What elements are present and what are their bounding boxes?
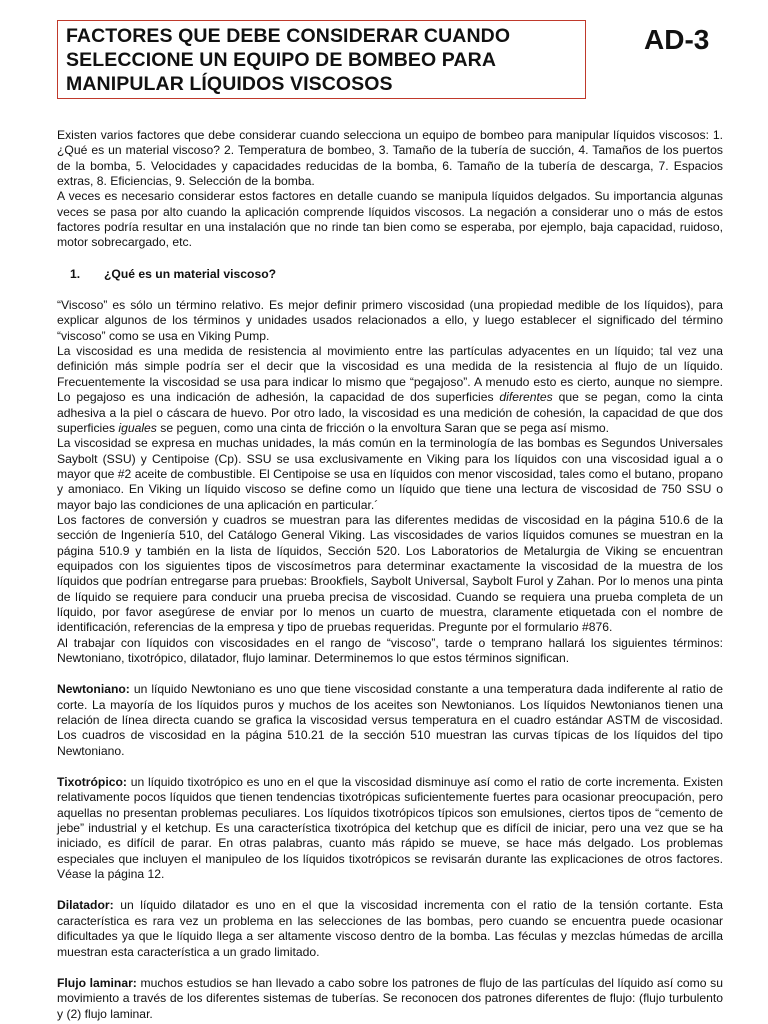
title-line-1: FACTORES QUE DEBE CONSIDERAR CUANDO: [66, 25, 511, 47]
term-newtoniano: [57, 682, 723, 759]
emphasis-iguales: iguales: [118, 420, 157, 435]
p2-part-c: se peguen, como una cinta de fricción o la envoltura Saran que se pega así mismo.: [160, 420, 610, 435]
section-1-paragraph-4: Los factores de conversión y cuadros se muestran para las diferentes medidas de viscosidad en la página 510.6 de la sección de Ingeniería 510, del Catálogo General Viking. Las viscosidades de varios líquidos comunes se muestran en la página 510.9 y también en la lista de líquidos, Sección 520. Los Laboratorios de Metalurgia de Viking se encuentran equipados con los siguientes tipos de viscosímetros para determinar exactamente la viscosidad de la muestra de los líquidos que podrían entregarse para pruebas: Brookfiels, Saybolt Universal, Saybolt Furol y Zahan. Por lo menos una pinta de líquido se requiere para conducir una prueba precisa de viscosidad. Cuando se requiera una prueba completa de un líquido, por favor asegúrese de enviar por lo menos un cuarto de muestra, claramente etiquetada con el nombre de identificación, referencias de la empresa y tipo de pruebas requeridas. Pregunte por el formulario #876.: [57, 512, 723, 635]
section-1-paragraph-5: Al trabajar con líquidos con viscosidades en el rango de “viscoso”, tarde o temprano hallará los siguientes términos: Newtoniano, tixotrópico, dilatador, flujo laminar. Determinemos lo que estos términos significan.: [57, 635, 723, 665]
emphasis-diferentes: diferentes: [499, 390, 553, 405]
term-definition: muchos estudios se han llevado a cabo sobre los patrones de flujo de las partículas del líquido así como su movimiento a través de los diferentes sistemas de tuberías. Se reconocen dos patrones diferentes de flujo: (flujo turbulento y (2) flujo laminar.: [57, 975, 723, 1021]
section-1-title: ¿Qué es un material viscoso?: [104, 266, 277, 281]
p2-part-b: que se pegan, como la cinta adhesiva a la piel o cáscara de huevo. Por otro lado, la viscosidad es una medición de cohesión, la capacidad de que dos superficies: [57, 390, 723, 435]
section-1-number: 1.: [70, 266, 81, 281]
term-label: Flujo laminar:: [57, 975, 137, 990]
p2-part-a: La viscosidad es una medida de resistencia al movimiento entre las partículas adyacentes en un líquido; tal vez una definición más simple podría ser el decir que la viscosidad es una medida de la resistencia al flujo de un líquido. Frecuentemente la viscosidad se usa para indicar lo mismo que “pegajoso”. A menudo esto es cierto, aunque no siempre. Lo pegajoso es una indicación de adhesión, la capacidad de dos superficies: [57, 344, 723, 405]
term-definition: un líquido tixotrópico es uno en el que la viscosidad disminuye así como el ratio de corte incrementa. Existen relativamente pocos líquidos que tienen tendencias tixotrópicas suficientemente fuertes para ocasionar preocupación, pero aquellas no presentan problemas peculiares. Los líquidos tixotrópicos típicos son emulsiones, ciertos tipos de “cemento de jebe” industrial y el ketchup. Es una característica tixotrópica del ketchup que es difícil de iniciar, pero una vez que se ha iniciado, es difícil de parar. En otras palabras, cuanto más rápido se mueve, se hace más delgado. Los problemas especiales que incluyen el manipuleo de los líquidos tixotrópicos se revisarán durante las explicaciones de otros factores. Véase la página 12.: [57, 775, 723, 882]
title-line-2: SELECCIONE UN EQUIPO DE BOMBEO PARA: [66, 49, 497, 71]
term-label: Dilatador:: [57, 898, 114, 913]
document-body: [57, 128, 723, 1022]
term-tixotropico: [57, 775, 723, 882]
term-label: Tixotrópico:: [57, 775, 127, 790]
term-definition: un líquido Newtoniano es uno que tiene viscosidad constante a una temperatura dada indiferente al ratio de corte. La mayoría de los líquidos puros y muchos de los aceites son Newtonianos. Los líquidos Newtonianos tienen una relación de línea directa cuando se grafica la viscosidad versus temperatura en el cuadro estándar ASTM de viscosidad. Los cuadros de viscosidad en la página 510.21 de la sección 510 muestran las curvas típicas de los líquidos del tipo Newtoniano.: [57, 682, 723, 758]
intro-paragraph-1: Existen varios factores que debe considerar cuando selecciona un equipo de bombeo para manipular líquidos viscosos: 1. ¿Qué es un material viscoso? 2. Temperatura de bombeo, 3. Tamaño de la tubería de succión, 4. Tamaños de los puertos de la bomba, 5. Velocidades y capacidades reducidas de la bomba, 6. Tamaño de la tubería de descarga, 7. Espacios extras, 8. Eficiencias, 9. Selección de la bomba.: [57, 128, 723, 189]
term-flujo-laminar: [57, 976, 723, 1022]
intro-paragraph-2: A veces es necesario considerar estos factores en detalle cuando se manipula líquidos delgados. Su importancia algunas veces se pasa por alto cuando la aplicación comprende líquidos viscosos. La negación a considerar uno o más de estos factores podría resultar en una instalación que no rinde tan bien como se esperaba, por ejemplo, baja capacidad, ruidoso, motor sobrecargado, etc.: [57, 189, 723, 250]
term-label: Newtoniano:: [57, 682, 130, 697]
document-title-box: [57, 20, 586, 99]
term-definition: un líquido dilatador es uno en el que la viscosidad incrementa con el ratio de la tensión cortante. Esta característica es rara vez un problema en las selecciones de las bombas, pero cuando se encuentra puede ocasionar dificultades ya que le líquido llega a ser altamente viscoso dentro de la bomba. Las féculas y mezclas húmedas de arcilla muestran esta característica a un grado limitado.: [57, 898, 723, 959]
term-dilatador: [57, 898, 723, 959]
document-code: AD-3: [644, 24, 710, 55]
section-1-paragraph-2: [57, 344, 723, 436]
title-line-3: MANIPULAR LÍQUIDOS VISCOSOS: [66, 73, 393, 95]
section-1-paragraph-1: “Viscoso” es sólo un término relativo. Es mejor definir primero viscosidad (una propiedad medible de los líquidos), para explicar algunos de los términos y unidades usados relacionados a ello, y luego establecer el significado del término “viscoso” como se usa en Viking Pump.: [57, 298, 723, 343]
section-1-paragraph-3: La viscosidad se expresa en muchas unidades, la más común en la terminología de las bombas es Segundos Universales Saybolt (SSU) y Centipoise (Cp). SSU se usa exclusivamente en Viking para los líquidos con una viscosidad igual a o mayor que #2 aceite de combustible. El Centipoise se usa en líquidos con menor viscosidad, tales como el butano, propano y amoniaco. En Viking un líquido viscoso se define como un líquido que tiene una lectura de viscosidad de 750 SSU o mayor bajo las condiciones de una aplicación en particular.´: [57, 436, 723, 512]
section-1-heading: [57, 267, 723, 282]
